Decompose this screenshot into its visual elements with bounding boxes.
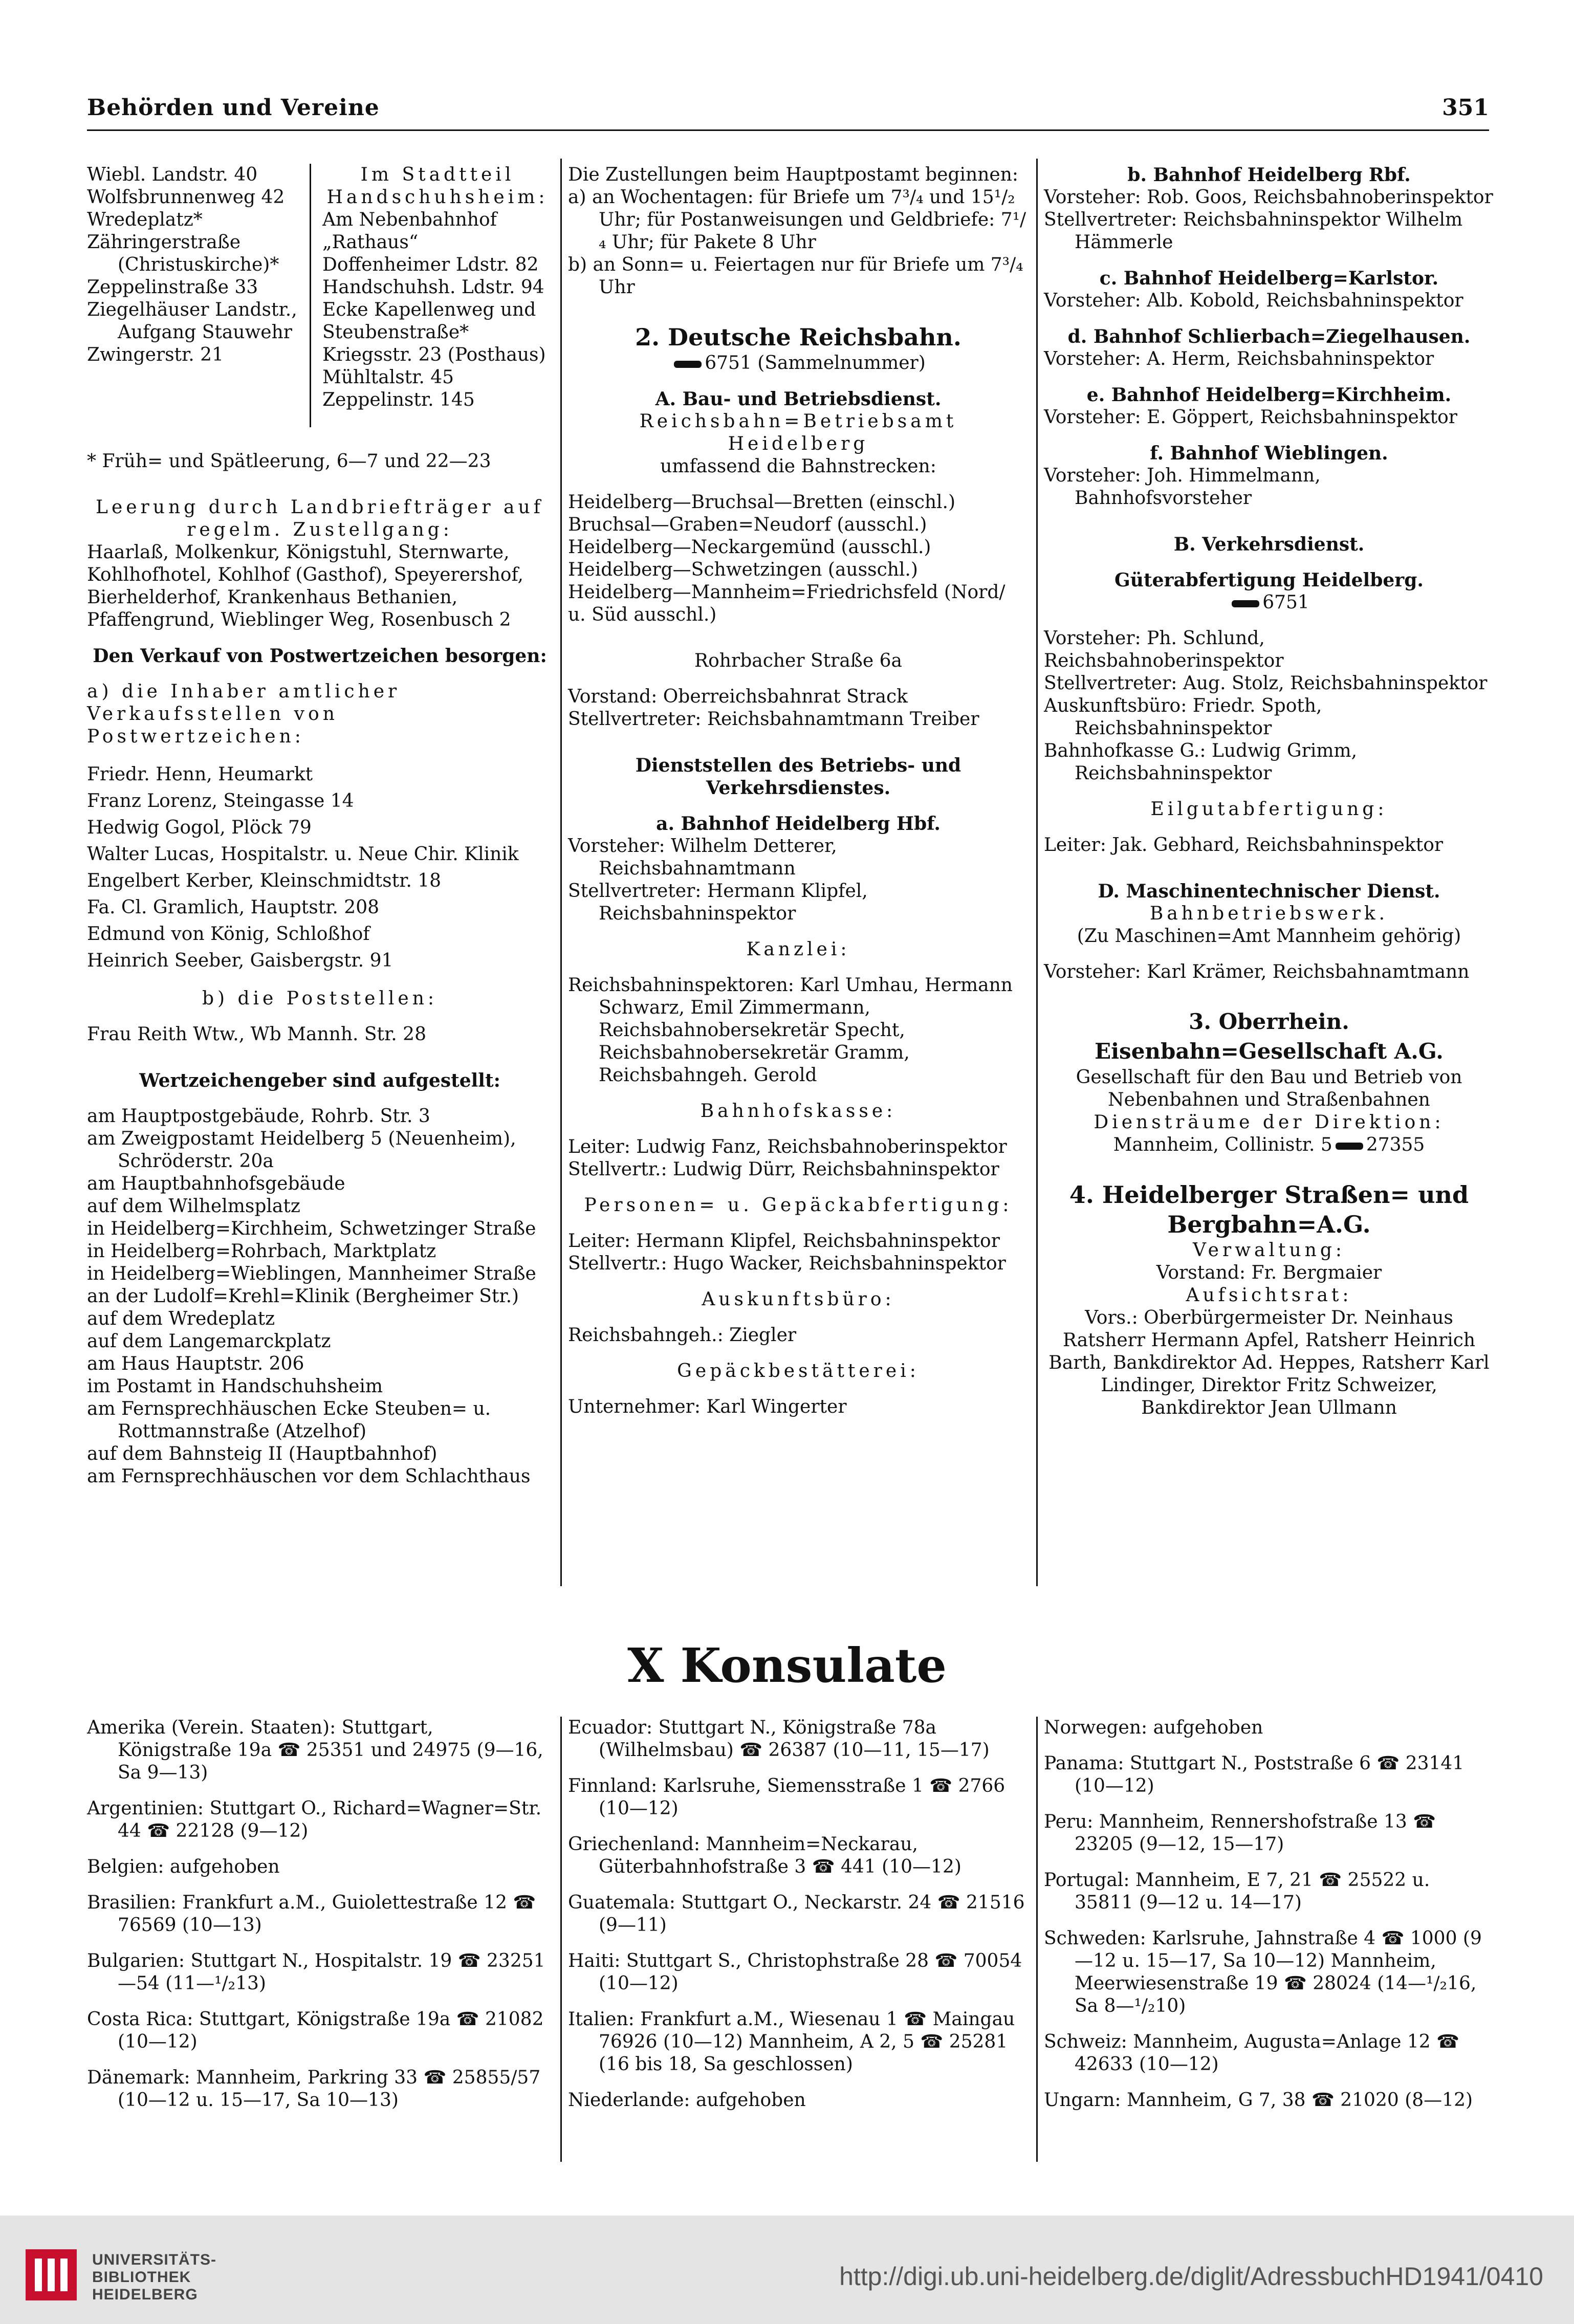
verkauf-heading: Den Verkauf von Postwertzeichen besorgen: <box>93 645 547 667</box>
konsulat-entry: Guatemala: Stuttgart O., Neckarstr. 24 ☎ 21516 (9—11) <box>568 1892 1025 1936</box>
rbf-stellv: Stellvertreter: Reichsbahninspektor Wilhelm Hämmerle <box>1044 209 1463 253</box>
schlierbach-heading: d. Bahnhof Schlierbach=Ziegelhausen. <box>1067 326 1471 347</box>
geber-entry: auf dem Langemarckplatz <box>87 1331 331 1352</box>
wieblingen-heading: f. Bahnhof Wieblingen. <box>1150 443 1388 464</box>
street-entry: Zeppelinstraße 33 <box>87 277 258 298</box>
hbf-heading: a. Bahnhof Heidelberg Hbf. <box>656 813 941 835</box>
poststellen-entry: Frau Reith Wtw., Wb Mannh. Str. 28 <box>87 1024 426 1045</box>
poststellen-heading: b) die Poststellen: <box>202 988 438 1009</box>
konsulat-entry: Schweden: Karlsruhe, Jahnstraße 4 ☎ 1000 (9—12 u. 15—17, Sa 10—12) Mannheim, Meerwiesenstraße 19 ☎ 28024 (14—¹/₂16, Sa 8—¹/₂10) <box>1044 1928 1482 2016</box>
rba-sub: umfassend die Bahnstrecken: <box>660 456 936 477</box>
column-1-top-left <box>87 164 302 366</box>
column-1-top-right <box>322 164 553 411</box>
kirchheim-heading: e. Bahnhof Heidelberg=Kirchheim. <box>1086 384 1452 406</box>
street-entry: Zeppelinstr. 145 <box>322 389 475 410</box>
konsulat-entry: Ecuador: Stuttgart N., Königstraße 78a (Wilhelmsbau) ☎ 26387 (10—11, 15—17) <box>568 1717 990 1761</box>
hsb-title: 4. Heidelberger Straßen= und Bergbahn=A.G. <box>1069 1181 1469 1238</box>
rbf-vorsteher: Vorsteher: Rob. Goos, Reichsbahnoberinspektor <box>1044 187 1493 208</box>
page-number: 351 <box>1442 95 1489 121</box>
kasse-leiter: Leiter: Ludwig Fanz, Reichsbahnoberinspektor <box>568 1136 1007 1157</box>
geber-entry: auf dem Wilhelmsplatz <box>87 1196 300 1217</box>
personen-leiter: Leiter: Hermann Klipfel, Reichsbahninspektor <box>568 1231 1000 1252</box>
phone-number: 27355 <box>1366 1134 1425 1155</box>
auskunft-text: Reichsbahngeh.: Ziegler <box>568 1325 797 1346</box>
geber-entry: am Hauptpostgebäude, Rohrb. Str. 3 <box>87 1106 430 1127</box>
hbf-stellvertreter: Stellvertreter: Hermann Klipfel, Reichsbahninspektor <box>568 881 868 924</box>
zustellung-heading: Die Zustellungen beim Hauptpostamt beginnen: <box>568 164 1019 185</box>
kanzlei-text: Reichsbahninspektoren: Karl Umhau, Hermann Schwarz, Emil Zimmermann, Reichsbahnobersekretär Specht, Reichsbahnobersekretär Gramm, Reichsbahngeh. Gerold <box>568 975 1013 1086</box>
hsb-aufsicht: Aufsichtsrat: <box>1186 1285 1352 1306</box>
street-entry: Ziegelhäuser Landstr., Aufgang Stauwehr <box>87 299 297 343</box>
vendor-entry: Edmund von König, Schloßhof <box>87 924 370 945</box>
konsulat-entry: Norwegen: aufgehoben <box>1044 1717 1263 1738</box>
rohrbacher-address: Rohrbacher Straße 6a <box>694 650 902 671</box>
address: Mannheim, Collinistr. 5 <box>1113 1134 1332 1155</box>
konsulat-entry: Niederlande: aufgehoben <box>568 2090 806 2111</box>
gueter-phone <box>1044 591 1494 614</box>
gueter-line: Vorsteher: Ph. Schlund, Reichsbahnoberinspektor <box>1044 628 1284 671</box>
konsulat-entry: Peru: Mannheim, Rennershofstraße 13 ☎ 23205 (9—12, 15—17) <box>1044 1811 1436 1855</box>
vendor-entry: Walter Lucas, Hospitalstr. u. Neue Chir. Klinik <box>87 844 519 865</box>
column-1 <box>87 450 553 1488</box>
zustellung-a: a) an Wochentagen: für Briefe um 7³/₄ und 15¹/₂ Uhr; für Postanweisungen und Geldbriefe: 7¹/₄ Uhr; für Pakete 8 Uhr <box>568 187 1026 253</box>
hbf-vorsteher: Vorsteher: Wilhelm Detterer, Reichsbahnamtmann <box>568 836 837 879</box>
library-name <box>92 2251 216 2304</box>
source-url[interactable]: http://digi.ub.uni-heidelberg.de/diglit/AdressbuchHD1941/0410 <box>839 2262 1543 2291</box>
hsb-verwaltung: Verwaltung: <box>1192 1240 1345 1261</box>
konsulat-entry: Argentinien: Stuttgart O., Richard=Wagner=Str. 44 ☎ 22128 (9—12) <box>87 1798 542 1841</box>
strecke-entry: Bruchsal—Graben=Neudorf (ausschl.) <box>568 514 927 535</box>
landbrief-text: Haarlaß, Molkenkur, Königstuhl, Sternwarte, Kohlhofhotel, Kohlhof (Gasthof), Speyerershof, Bierhelderhof, Krankenhaus Bethanien, Pfaffengrund, Wieblinger Weg, Rosenbusch 2 <box>87 542 523 630</box>
konsulat-entry: Portugal: Mannheim, E 7, 21 ☎ 25522 u. 35811 (9—12 u. 14—17) <box>1044 1870 1430 1913</box>
page-header <box>87 90 1489 136</box>
geber-entry: in Heidelberg=Wieblingen, Mannheimer Straße <box>87 1263 536 1284</box>
geber-entry: in Heidelberg=Rohrbach, Marktplatz <box>87 1241 436 1262</box>
vendor-entry: Franz Lorenz, Steingasse 14 <box>87 791 354 812</box>
column-divider <box>560 159 562 1586</box>
street-entry: Handschuhsh. Ldstr. 94 <box>322 277 544 298</box>
gepaeck-heading: Gepäckbestätterei: <box>677 1361 920 1382</box>
kasse-heading: Bahnhofskasse: <box>700 1101 897 1122</box>
personen-stellv: Stellvertr.: Hugo Wacker, Reichsbahninspektor <box>568 1253 1006 1274</box>
section-title: X Konsulate <box>627 1638 947 1693</box>
column-3 <box>1044 164 1494 1419</box>
footer-bar <box>0 2216 1574 2324</box>
university-library-logo-icon <box>26 2249 77 2300</box>
street-entry: Kriegsstr. 23 (Posthaus) <box>322 344 546 365</box>
geber-entry: im Postamt in Handschuhsheim <box>87 1376 383 1397</box>
strecke-entry: Heidelberg—Schwetzingen (ausschl.) <box>568 559 918 580</box>
zustellung-b: b) an Sonn= u. Feiertagen nur für Briefe um 7³/₄ Uhr <box>568 254 1023 298</box>
konsulat-entry: Schweiz: Mannheim, Augusta=Anlage 12 ☎ 42633 (10—12) <box>1044 2031 1459 2075</box>
konsulat-entry: Belgien: aufgehoben <box>87 1856 280 1877</box>
inhaber-heading: a) die Inhaber amtlicher Verkaufsstellen von Postwertzeichen: <box>87 681 401 747</box>
street-entry: Wiebl. Landstr. 40 <box>87 164 258 185</box>
header-rule <box>87 129 1489 131</box>
street-entry: Doffenheimer Ldstr. 82 <box>322 254 539 275</box>
eilgut-text: Leiter: Jak. Gebhard, Reichsbahninspektor <box>1044 835 1444 856</box>
strecke-entry: Heidelberg—Neckargemünd (ausschl.) <box>568 537 931 558</box>
konsulate-column-2 <box>568 1717 1029 2112</box>
street-entry: Ecke Kapellenweg und Steubenstraße* <box>322 299 536 343</box>
phone-number: 6751 <box>1262 592 1309 613</box>
verkehrsdienst-heading: B. Verkehrsdienst. <box>1173 534 1365 555</box>
konsulate-column-3 <box>1044 1717 1494 2112</box>
leerung-note: * Früh= und Spätleerung, 6—7 und 22—23 <box>87 451 491 472</box>
telephone-icon <box>1232 598 1259 609</box>
geber-entry: auf dem Bahnsteig II (Hauptbahnhof) <box>87 1443 438 1464</box>
reichsbahn-title: 2. Deutsche Reichsbahn. <box>635 323 961 351</box>
konsulat-entry: Amerika (Verein. Staaten): Stuttgart, Königstraße 19a ☎ 25351 und 24975 (9—16, Sa 9—13) <box>87 1717 543 1783</box>
strecke-entry: Heidelberg—Bruchsal—Bretten (einschl.) <box>568 492 956 513</box>
oeg-title: 3. Oberrhein. Eisenbahn=Gesellschaft A.G. <box>1095 1009 1444 1064</box>
hsb-vorstand: Vorstand: Fr. Bergmaier <box>1156 1262 1382 1283</box>
konsulat-entry: Bulgarien: Stuttgart N., Hospitalstr. 19 ☎ 23251—54 (11—¹/₂13) <box>87 1950 545 1994</box>
hsb-members: Vors.: Oberbürgermeister Dr. Neinhaus Ratsherr Hermann Apfel, Ratsherr Heinrich Barth, Bankdirektor Ad. Heppes, Ratsherr Karl Lindinger, Direktor Fritz Schweizer, Bankdirektor Jean Ullmann <box>1048 1307 1490 1418</box>
bw-sub: (Zu Maschinen=Amt Mannheim gehörig) <box>1077 926 1461 947</box>
street-entry: Am Nebenbahnhof „Rathaus“ <box>322 209 497 253</box>
karlstor-vorsteher: Vorsteher: Alb. Kobold, Reichsbahninspektor <box>1044 290 1463 311</box>
library-name-line: BIBLIOTHEK <box>92 2269 191 2286</box>
geber-heading: Wertzeichengeber sind aufgestellt: <box>139 1070 500 1091</box>
vendor-entry: Heinrich Seeber, Gaisbergstr. 91 <box>87 950 394 971</box>
handschuhsheim-heading: Handschuhsheim: <box>326 187 549 208</box>
konsulat-entry: Costa Rica: Stuttgart, Königstraße 19a ☎ 21082 (10—12) <box>87 2009 544 2052</box>
kanzlei-heading: Kanzlei: <box>746 939 850 960</box>
karlstor-heading: c. Bahnhof Heidelberg=Karlstor. <box>1099 268 1439 289</box>
column-divider <box>1036 1717 1038 2162</box>
column-divider <box>560 1717 562 2162</box>
telephone-icon <box>674 359 702 370</box>
street-entry: Mühltalstr. 45 <box>322 367 454 388</box>
landbrief-heading: Leerung durch Landbriefträger auf regelm. Zustellgang: <box>96 497 544 540</box>
running-head: Behörden und Vereine <box>87 95 380 121</box>
gueter-line: Stellvertreter: Aug. Stolz, Reichsbahninspektor <box>1044 673 1488 694</box>
street-entry: Zähringerstraße (Christuskirche)* <box>87 232 279 275</box>
column-divider <box>1036 159 1038 1586</box>
gueter-heading: Güterabfertigung Heidelberg. <box>1114 569 1424 591</box>
oeg-dienst: Diensträume der Direktion: <box>1094 1112 1445 1133</box>
konsulat-entry: Brasilien: Frankfurt a.M., Guiolettestraße 12 ☎ 76569 (10—13) <box>87 1892 536 1936</box>
gepaeck-text: Unternehmer: Karl Wingerter <box>568 1396 847 1417</box>
rbf-heading: b. Bahnhof Heidelberg Rbf. <box>1127 164 1411 186</box>
konsulat-entry: Italien: Frankfurt a.M., Wiesenau 1 ☎ Maingau 76926 (10—12) Mannheim, A 2, 5 ☎ 25281 (16 bis 18, Sa geschlossen) <box>568 2009 1015 2075</box>
stellvertreter-line: Stellvertreter: Reichsbahnamtmann Treiber <box>568 709 979 730</box>
geber-entry: in Heidelberg=Kirchheim, Schwetzinger Straße <box>87 1218 536 1239</box>
column-2 <box>568 164 1029 1418</box>
konsulat-entry: Finnland: Karlsruhe, Siemensstraße 1 ☎ 2766 (10—12) <box>568 1775 1005 1819</box>
geber-entry: am Hauptbahnhofsgebäude <box>87 1173 345 1194</box>
auskunft-heading: Auskunftsbüro: <box>702 1289 895 1310</box>
geber-entry: am Haus Hauptstr. 206 <box>87 1353 304 1374</box>
gueter-line: Bahnhofkasse G.: Ludwig Grimm, Reichsbahninspektor <box>1044 740 1358 784</box>
vendor-entry: Hedwig Gogol, Plöck 79 <box>87 817 312 838</box>
strecke-entry: Heidelberg—Mannheim=Friedrichsfeld (Nord/ u. Süd ausschl.) <box>568 582 1005 625</box>
eilgut-heading: Eilgutabfertigung: <box>1150 799 1388 820</box>
bw-vorsteher: Vorsteher: Karl Krämer, Reichsbahnamtmann <box>1044 961 1470 982</box>
dienststellen-heading: Dienststellen des Betriebs- und Verkehrsdienstes. <box>635 755 961 799</box>
vendor-entry: Engelbert Kerber, Kleinschmidtstr. 18 <box>87 870 442 891</box>
oeg-sub: Gesellschaft für den Bau und Betrieb von Nebenbahnen und Straßenbahnen <box>1076 1067 1462 1110</box>
wieblingen-vorsteher: Vorsteher: Joh. Himmelmann, Bahnhofsvorsteher <box>1044 465 1321 509</box>
konsulate-column-1 <box>87 1717 553 2112</box>
schlierbach-vorsteher: Vorsteher: A. Herm, Reichsbahninspektor <box>1044 348 1434 369</box>
maschinen-heading: D. Maschinentechnischer Dienst. <box>1098 881 1440 902</box>
telephone-icon <box>1336 1141 1363 1152</box>
konsulat-entry: Dänemark: Mannheim, Parkring 33 ☎ 25855/57 (10—12 u. 15—17, Sa 10—13) <box>87 2067 541 2111</box>
stadtteil-heading: Im Stadtteil <box>360 164 515 185</box>
geber-entry: am Fernsprechhäuschen Ecke Steuben= u. Rottmannstraße (Atzelhof) <box>87 1398 491 1442</box>
reichsbahn-phone <box>568 352 1029 375</box>
rba-heading: Reichsbahn=Betriebsamt Heidelberg <box>639 411 957 454</box>
geber-entry: am Fernsprechhäuschen vor dem Schlachthaus <box>87 1466 531 1487</box>
street-entry: Wolfsbrunnenweg 42 <box>87 187 285 208</box>
vendor-entry: Friedr. Henn, Heumarkt <box>87 764 313 785</box>
vorstand-line: Vorstand: Oberreichsbahnrat Strack <box>568 686 908 707</box>
konsulat-entry: Griechenland: Mannheim=Neckarau, Güterbahnhofstraße 3 ☎ 441 (10—12) <box>568 1834 961 1877</box>
oeg-address <box>1044 1134 1494 1156</box>
library-name-line: UNIVERSITÄTS- <box>92 2251 217 2268</box>
konsulat-entry: Haiti: Stuttgart S., Christophstraße 28 ☎ 70054 (10—12) <box>568 1950 1022 1994</box>
geber-entry: an der Ludolf=Krehl=Klinik (Bergheimer Str.) <box>87 1286 519 1307</box>
personen-heading: Personen= u. Gepäckabfertigung: <box>584 1195 1013 1216</box>
library-name-line: HEIDELBERG <box>92 2286 198 2303</box>
bw-heading: Bahnbetriebswerk. <box>1149 903 1389 924</box>
kasse-stellv: Stellvertr.: Ludwig Dürr, Reichsbahninspektor <box>568 1159 999 1180</box>
street-entry: Zwingerstr. 21 <box>87 344 224 365</box>
geber-entry: auf dem Wredeplatz <box>87 1308 275 1329</box>
konsulat-entry: Ungarn: Mannheim, G 7, 38 ☎ 21020 (8—12) <box>1044 2090 1473 2111</box>
konsulat-entry: Panama: Stuttgart N., Poststraße 6 ☎ 23141 (10—12) <box>1044 1753 1464 1796</box>
gueter-line: Auskunftsbüro: Friedr. Spoth, Reichsbahninspektor <box>1044 695 1322 739</box>
kirchheim-vorsteher: Vorsteher: E. Göppert, Reichsbahninspektor <box>1044 407 1457 428</box>
street-entry: Wredeplatz* <box>87 209 203 230</box>
phone-number: 6751 (Sammelnummer) <box>705 353 926 374</box>
column-divider <box>310 164 311 427</box>
vendor-entry: Fa. Cl. Gramlich, Hauptstr. 208 <box>87 897 380 918</box>
geber-entry: am Zweigpostamt Heidelberg 5 (Neuenheim), Schröderstr. 20a <box>87 1128 516 1172</box>
bau-heading: A. Bau- und Betriebsdienst. <box>655 388 942 410</box>
